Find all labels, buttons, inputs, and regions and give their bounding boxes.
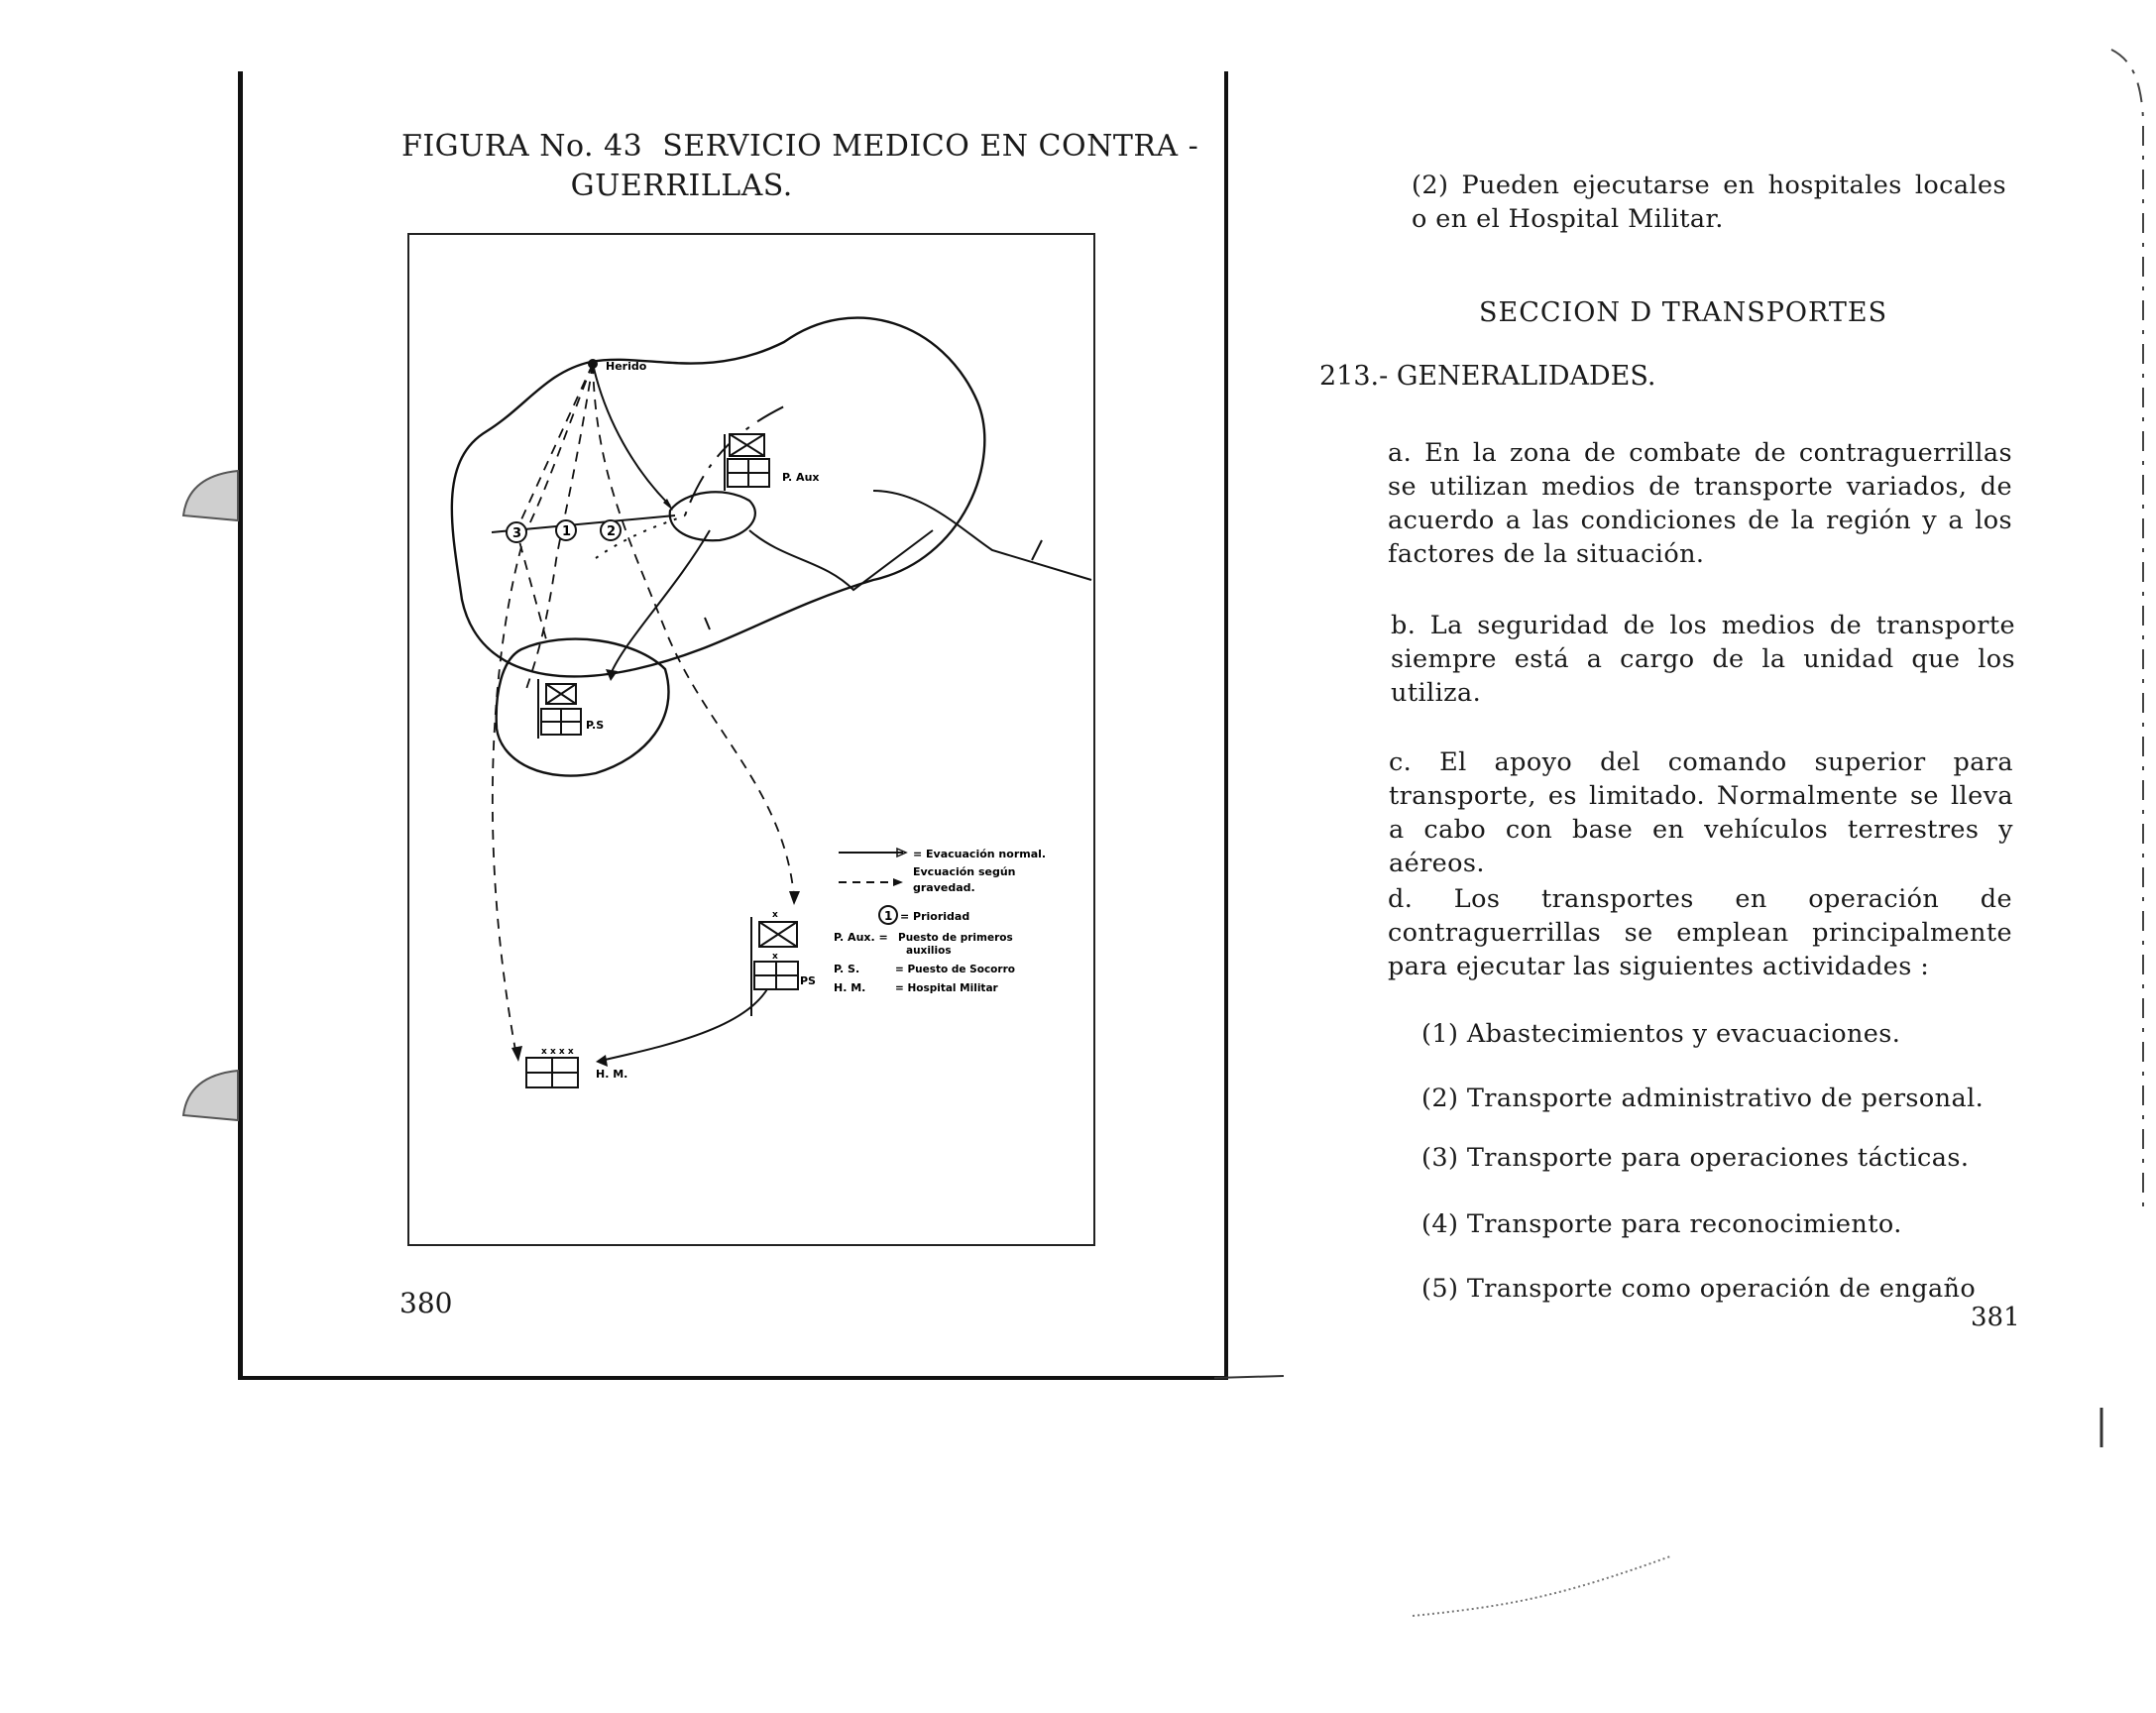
ps2-unit-symbol bbox=[751, 910, 816, 1016]
svg-text:auxilios: auxilios bbox=[906, 945, 952, 957]
ps2-label: PS bbox=[800, 974, 816, 987]
svg-text:H. M.: H. M. bbox=[834, 981, 866, 994]
general-heading: 213.- GENERALIDADES. bbox=[1319, 361, 1656, 392]
hm-label: H. M. bbox=[596, 1068, 628, 1081]
paragraph-c: c. El apoyo del comando superior para transporte, es limitado. Normalmente se lleva a cabo con base en vehículos terrestres y aéreos. bbox=[1389, 747, 2013, 878]
p-aux-zone-outline bbox=[670, 492, 755, 540]
p-aux-unit-symbol bbox=[725, 434, 820, 491]
item-2-continuation: (2) Pueden ejecutarse en hospitales locales o en el Hospital Militar. bbox=[1412, 171, 2006, 234]
right-page-number: 381 bbox=[1971, 1303, 2020, 1332]
svg-text:P. Aux. =: P. Aux. = bbox=[834, 931, 888, 944]
p-aux-label: P. Aux bbox=[782, 471, 820, 484]
paragraph-d: d. Los transportes en operación de contraguerrillas se emplean principalmente para ejecutar las siguientes actividades : bbox=[1388, 884, 2012, 981]
list-item: (5) Transporte como operación de engaño bbox=[1421, 1274, 1977, 1304]
svg-text:x: x bbox=[772, 952, 778, 962]
svg-text:x x x x: x x x x bbox=[541, 1047, 574, 1057]
legend-normal-evac: = Evacuación normal. bbox=[913, 848, 1047, 860]
priority-2-marker bbox=[601, 520, 621, 540]
legend-hm: = Hospital Militar bbox=[895, 982, 998, 994]
left-page-number: 380 bbox=[399, 1287, 453, 1319]
svg-text:1: 1 bbox=[562, 524, 572, 539]
priority-1-marker bbox=[556, 520, 576, 540]
hm-unit-symbol bbox=[526, 1047, 627, 1087]
list-item: (1) Abastecimientos y evacuaciones. bbox=[1421, 1019, 1901, 1049]
herido-label: Herido bbox=[606, 360, 647, 373]
binder-hole-bottom bbox=[178, 1066, 248, 1125]
binder-hole-top bbox=[178, 466, 248, 525]
section-title: SECCION D TRANSPORTES bbox=[1479, 297, 1888, 328]
ps-zone-outline bbox=[497, 639, 669, 776]
svg-text:3: 3 bbox=[512, 526, 522, 541]
legend-gravity-evac-2: gravedad. bbox=[913, 881, 975, 894]
legend-priority: = Prioridad bbox=[900, 910, 970, 923]
legend-ps: = Puesto de Socorro bbox=[895, 964, 1015, 975]
scan-artifacts-bottom bbox=[1214, 1358, 2156, 1713]
paragraph-b: b. La seguridad de los medios de transporte siempre está a cargo de la unidad que los utiliza. bbox=[1391, 611, 2015, 708]
list-item: (2) Transporte administrativo de personal. bbox=[1421, 1084, 1985, 1113]
list-item: (4) Transporte para reconocimiento. bbox=[1421, 1209, 1902, 1239]
svg-text:1: 1 bbox=[884, 909, 893, 923]
ps-unit-symbol bbox=[538, 679, 604, 739]
legend-p-aux: Puesto de primeros bbox=[898, 932, 1013, 944]
right-page-edge bbox=[2072, 40, 2156, 1229]
medical-service-diagram bbox=[407, 233, 1095, 1246]
list-item: (3) Transporte para operaciones tácticas. bbox=[1421, 1143, 1970, 1173]
paragraph-a: a. En la zona de combate de contraguerrillas se utilizan medios de transporte variados, de acuerdo a las condiciones de la región y a los factores de la situación. bbox=[1388, 438, 2012, 569]
ps-label: P.S bbox=[586, 719, 605, 732]
legend-gravity-evac: Evcuación según bbox=[913, 865, 1016, 878]
diagram-legend bbox=[834, 848, 1046, 994]
priority-3-marker bbox=[507, 522, 526, 542]
svg-text:P. S.: P. S. bbox=[834, 963, 860, 975]
svg-text:x: x bbox=[772, 910, 778, 920]
svg-text:2: 2 bbox=[607, 524, 617, 539]
figure-title: FIGURA No. 43 SERVICIO MEDICO EN CONTRA - GUERRILLAS. bbox=[401, 129, 1199, 203]
